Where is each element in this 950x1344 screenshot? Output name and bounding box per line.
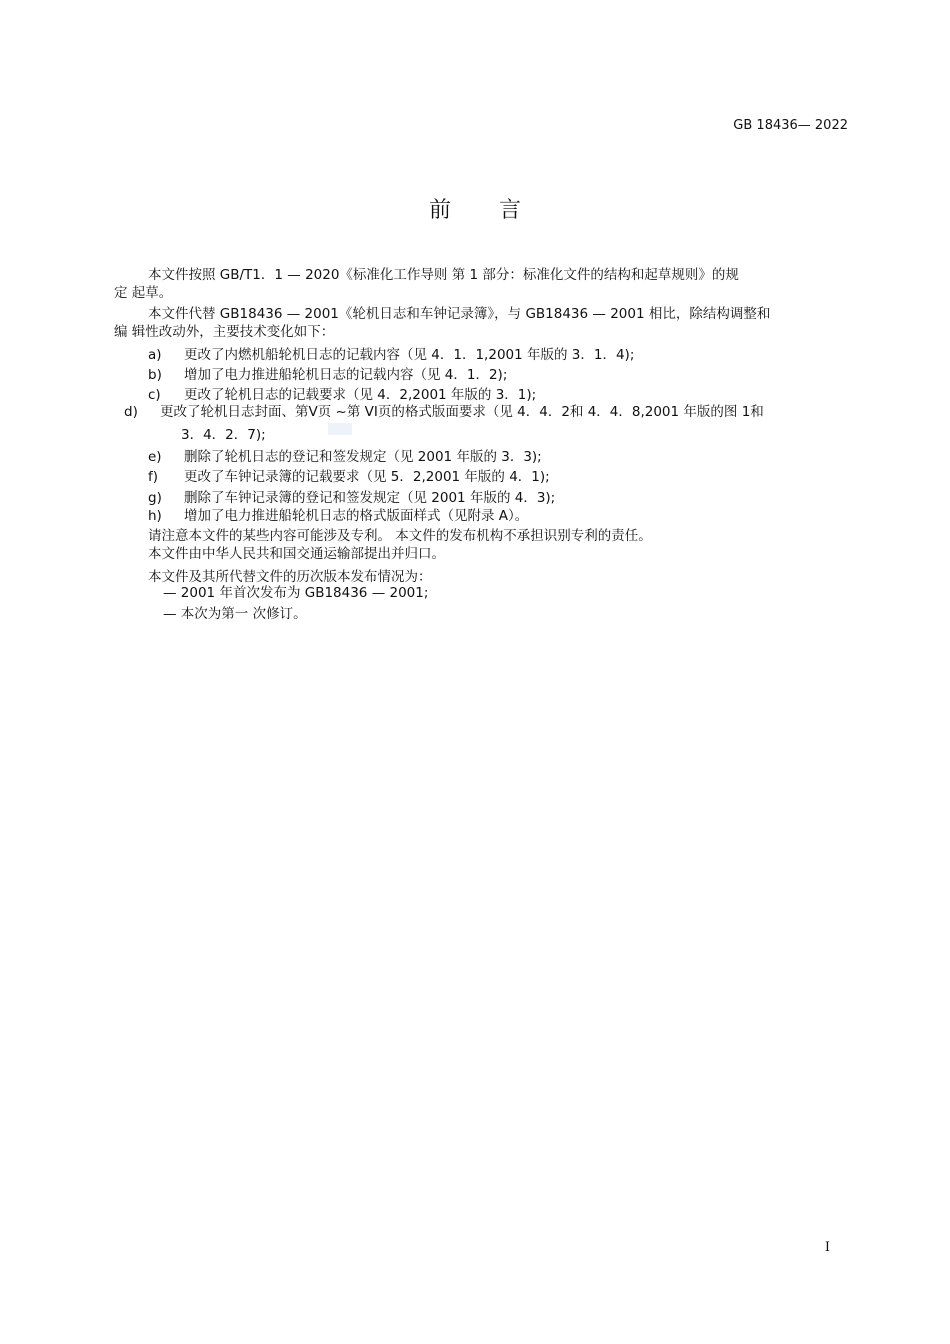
page-number: I — [824, 1240, 830, 1255]
history-entry-2: — 本次为第一 次修订。 — [163, 606, 307, 622]
change-item-text: 增加了电力推进船轮机日志的记载内容（见 4．1．2); — [184, 367, 508, 383]
change-item-label: g) — [148, 490, 162, 506]
change-item-d — [124, 403, 764, 421]
intro-paragraph-2-line-1: 本文件代替 GB18436 — 2001《轮机日志和车钟记录簿》，与 GB18436 — 2001 相比，除结构调整和 — [148, 306, 771, 322]
change-item-b — [148, 366, 507, 384]
change-item-label: h) — [148, 508, 162, 524]
change-item-text: 删除了轮机日志的登记和签发规定（见 2001 年版的 3．3); — [184, 449, 542, 465]
intro-paragraph-1-line-1: 本文件按照 GB/T1．1 — 2020《标准化工作导则 第 1 部分：标准化文件的结构和起草规则》的规 — [148, 267, 739, 283]
change-item-label: f) — [148, 469, 159, 485]
intro-paragraph-1-line-2: 定 起草。 — [114, 285, 173, 301]
change-item-f — [148, 468, 550, 486]
standard-code: GB 18436— 2022 — [733, 118, 848, 133]
page-title: 前言 — [428, 198, 569, 223]
patent-notice: 请注意本文件的某些内容可能涉及专利。 本文件的发布机构不承担识别专利的责任。 — [148, 528, 652, 544]
change-item-text: 更改了轮机日志的记载要求（见 4．2,2001 年版的 3．1); — [184, 387, 537, 403]
change-item-a — [148, 346, 634, 364]
change-item-d-continuation: 3．4．2．7); — [181, 427, 266, 443]
change-item-h — [148, 507, 528, 525]
intro-paragraph-2-line-2: 编 辑性改动外，主要技术变化如下： — [114, 324, 335, 340]
change-item-text: 更改了车钟记录簿的记载要求（见 5．2,2001 年版的 4．1); — [184, 469, 550, 485]
change-item-label: a) — [148, 347, 162, 363]
change-item-label: c) — [148, 387, 161, 403]
change-item-text: 更改了轮机日志封面、第Ⅴ页 ~第 VI页的格式版面要求（见 4．4．2和 4．4．8,2001 年版的图 1和 — [160, 404, 764, 420]
text-highlight-mark — [328, 423, 352, 435]
change-item-label: b) — [148, 367, 162, 383]
authority-statement: 本文件由中华人民共和国交通运输部提出并归口。 — [148, 546, 445, 562]
change-item-text: 删除了车钟记录簿的登记和签发规定（见 2001 年版的 4．3); — [184, 490, 556, 506]
change-item-label: d) — [124, 404, 138, 420]
history-intro: 本文件及其所代替文件的历次版本发布情况为： — [148, 569, 432, 585]
change-item-c — [148, 386, 536, 404]
change-item-g — [148, 489, 555, 507]
history-entry-1: — 2001 年首次发布为 GB18436 — 2001; — [163, 585, 429, 601]
change-item-text: 更改了内燃机船轮机日志的记载内容（见 4．1．1,2001 年版的 3．1．4); — [184, 347, 635, 363]
change-item-e — [148, 448, 542, 466]
change-item-text: 增加了电力推进船轮机日志的格式版面样式（见附录 A）。 — [184, 508, 529, 524]
change-item-label: e) — [148, 449, 162, 465]
